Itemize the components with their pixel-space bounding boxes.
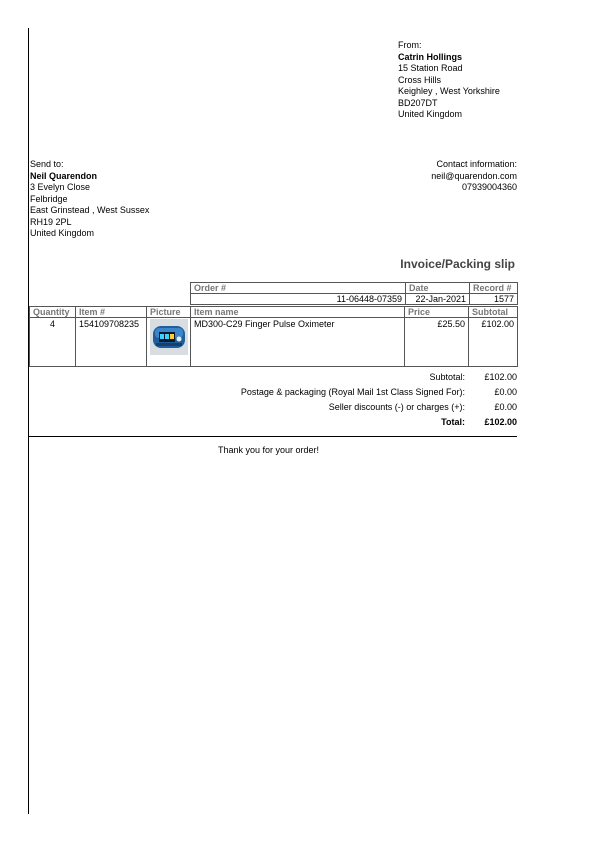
recipient-address-line: RH19 2PL <box>30 216 72 227</box>
footer-divider <box>29 436 517 437</box>
items-header-row <box>30 307 518 318</box>
postage-label: Postage & packaging (Royal Mail 1st Class Signed For): <box>240 387 465 397</box>
order-number-header: Order # <box>191 283 406 294</box>
postage-row <box>117 385 517 400</box>
item-number-header: Item # <box>76 307 147 318</box>
recipient-name: Neil Quarendon <box>30 170 98 181</box>
picture-header: Picture <box>147 307 191 318</box>
contact-heading: Contact information: <box>436 159 517 169</box>
total-label: Total: <box>441 417 465 427</box>
subtotal-header: Subtotal <box>469 307 518 318</box>
sender-name: Catrin Hollings <box>398 51 463 62</box>
item-name: MD300-C29 Finger Pulse Oximeter <box>191 318 405 367</box>
from-heading: From: <box>398 40 422 50</box>
totals-section <box>117 370 517 430</box>
postage-value: £0.00 <box>494 387 517 397</box>
items-table <box>29 306 518 367</box>
item-name-header: Item name <box>191 307 405 318</box>
subtotal-value: £102.00 <box>484 372 517 382</box>
contact-email: neil@quarendon.com <box>431 170 517 181</box>
sender-address-line: United Kingdom <box>398 109 463 119</box>
discount-label: Seller discounts (-) or charges (+): <box>328 402 465 412</box>
item-picture <box>147 318 191 367</box>
recipient-address-line: East Grinstead , West Sussex <box>30 205 150 215</box>
price-header: Price <box>405 307 469 318</box>
discount-value: £0.00 <box>494 402 517 412</box>
record-number: 1577 <box>470 294 518 305</box>
contact-information <box>317 159 517 194</box>
order-details-table <box>190 282 518 305</box>
quantity-header: Quantity <box>30 307 76 318</box>
sender-address-line: 15 Station Road <box>398 63 463 73</box>
total-value: £102.00 <box>484 417 517 427</box>
thank-you-message: Thank you for your order! <box>218 445 320 455</box>
recipient-address-line: 3 Evelyn Close <box>30 182 91 192</box>
sender-address-line: Keighley , West Yorkshire <box>398 86 500 96</box>
date-header: Date <box>406 283 470 294</box>
table-row <box>30 318 518 367</box>
discount-row <box>117 400 517 415</box>
total-row <box>117 415 517 430</box>
document-title: Invoice/Packing slip <box>400 257 515 271</box>
pulse-oximeter-image <box>150 319 188 355</box>
sender-address-line: Cross Hills <box>398 74 442 85</box>
record-number-header: Record # <box>470 283 518 294</box>
order-number: 11-06448-07359 <box>191 294 406 305</box>
subtotal-row <box>117 370 517 385</box>
recipient-address <box>30 159 230 240</box>
order-date: 22-Jan-2021 <box>406 294 470 305</box>
sender-address <box>398 40 538 121</box>
contact-phone: 07939004360 <box>461 182 517 192</box>
page-margin-line <box>28 28 29 814</box>
item-number: 154109708235 <box>76 318 147 367</box>
sendto-heading: Send to: <box>30 159 64 169</box>
item-price: £25.50 <box>405 318 469 367</box>
recipient-address-line: United Kingdom <box>30 228 95 238</box>
item-quantity: 4 <box>30 318 76 367</box>
recipient-address-line: Felbridge <box>30 193 68 204</box>
subtotal-label: Subtotal: <box>429 372 465 382</box>
sender-address-line: BD207DT <box>398 97 438 108</box>
item-subtotal: £102.00 <box>469 318 518 367</box>
